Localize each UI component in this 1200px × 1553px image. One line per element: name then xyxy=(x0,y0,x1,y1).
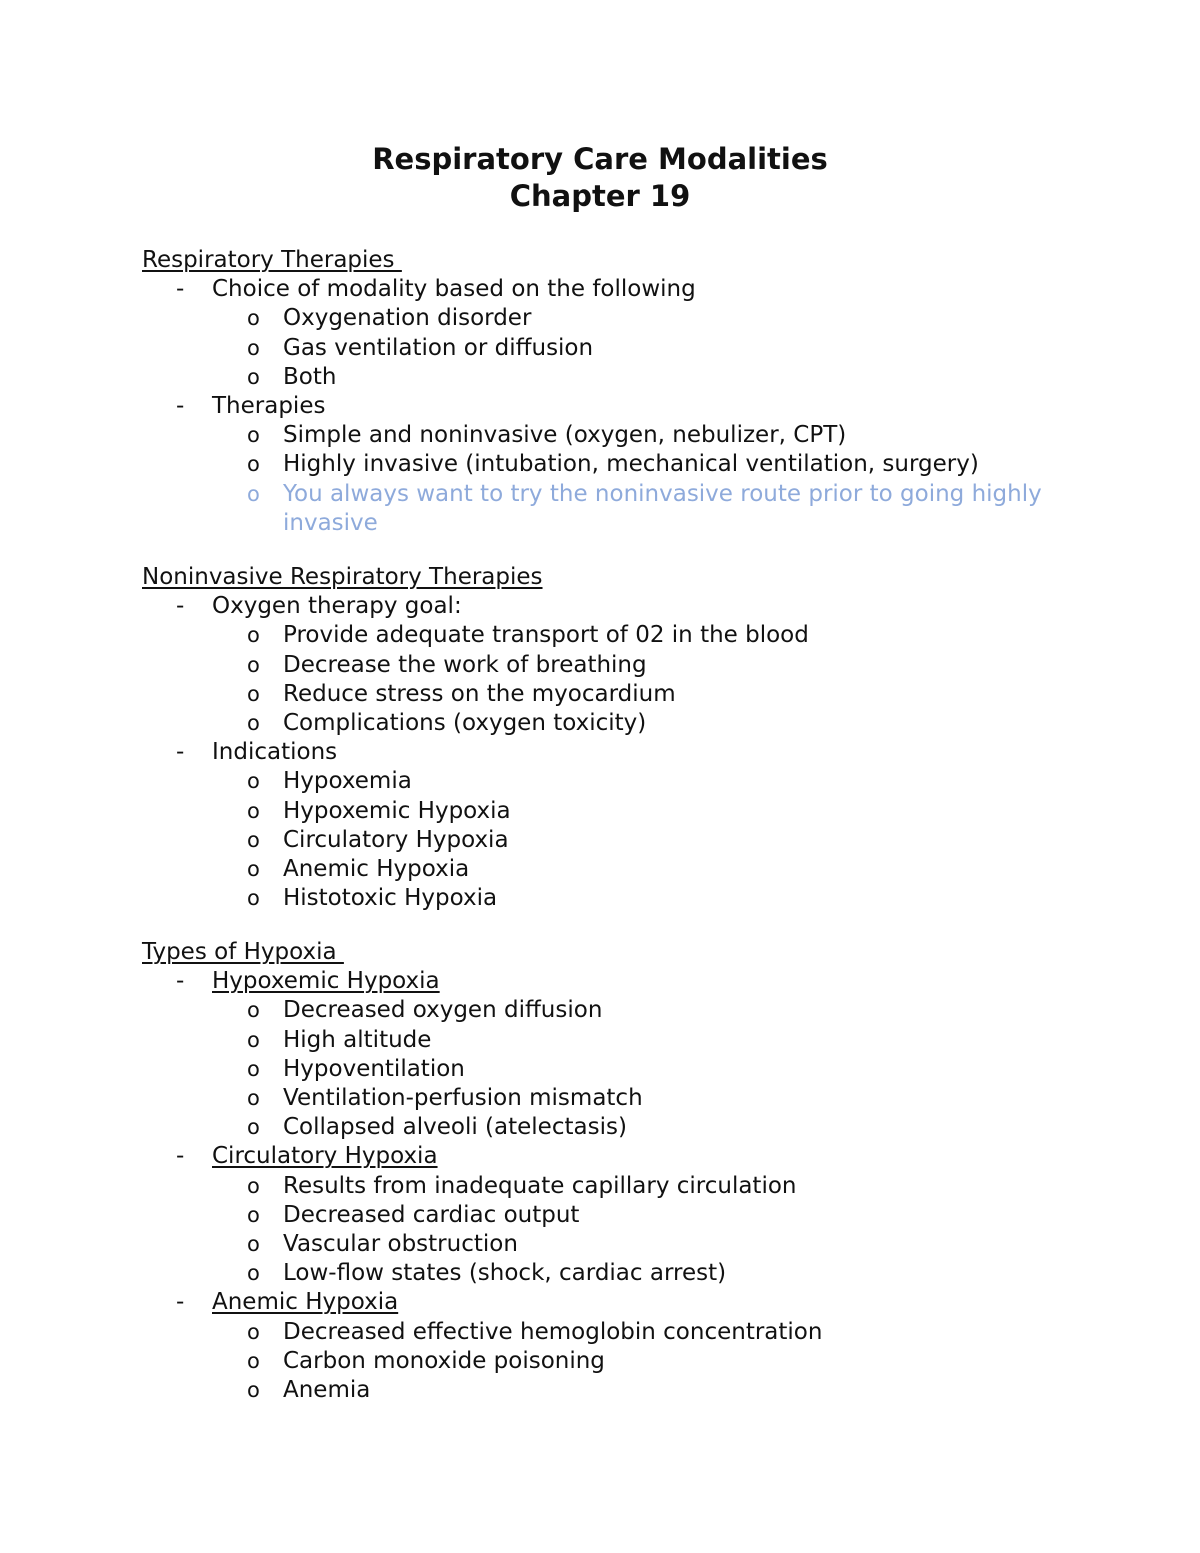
list-item xyxy=(142,1172,1122,1201)
item-text: Therapies xyxy=(212,393,326,420)
chapter-label: Chapter 19 xyxy=(509,179,691,213)
item-text: Both xyxy=(283,363,337,390)
item-text: Collapsed alveoli (atelectasis) xyxy=(283,1114,627,1141)
circle-bullet: o xyxy=(247,1378,260,1403)
list-item xyxy=(142,680,1122,709)
item-text: Hypoxemic Hypoxia xyxy=(283,797,511,824)
list-item xyxy=(142,767,1122,796)
item-text: Decreased oxygen diffusion xyxy=(283,997,603,1024)
circle-bullet: o xyxy=(247,335,260,360)
item-text: Histotoxic Hypoxia xyxy=(283,885,498,912)
item-text: Indications xyxy=(212,739,338,766)
circle-bullet: o xyxy=(247,1056,260,1081)
circle-bullet: o xyxy=(247,998,260,1023)
list-item xyxy=(142,392,1122,421)
item-text: Decreased cardiac output xyxy=(283,1201,580,1228)
dash-bullet: - xyxy=(176,968,185,995)
item-text: Anemic Hypoxia xyxy=(283,856,470,883)
item-text: Vascular obstruction xyxy=(283,1231,518,1258)
dash-bullet: - xyxy=(176,1143,185,1170)
item-text: Results from inadequate capillary circulation xyxy=(283,1172,797,1199)
circle-bullet: o xyxy=(247,1232,260,1257)
circle-bullet: o xyxy=(247,798,260,823)
list-item xyxy=(142,1113,1122,1142)
section-heading: Noninvasive Respiratory Therapies xyxy=(142,564,543,590)
circle-bullet: o xyxy=(247,769,260,794)
dash-bullet: - xyxy=(176,393,185,420)
list-item xyxy=(142,1259,1122,1288)
list-item xyxy=(142,967,1122,996)
item-text: Highly invasive (intubation, mechanical ventilation, surgery) xyxy=(283,451,979,478)
list-item xyxy=(142,275,1122,304)
circle-bullet: o xyxy=(247,623,260,648)
dash-bullet: - xyxy=(176,1289,185,1316)
circle-bullet: o xyxy=(247,481,260,506)
note-text: You always want to try the noninvasive route prior to going highly invasive xyxy=(283,480,1042,536)
list-item xyxy=(142,738,1122,767)
title-block xyxy=(0,141,1200,215)
list-item xyxy=(142,1084,1122,1113)
subheading-text: Anemic Hypoxia xyxy=(212,1289,399,1316)
item-text: Reduce stress on the myocardium xyxy=(283,680,676,707)
item-text: Hypoxemia xyxy=(283,768,412,795)
subheading-text: Circulatory Hypoxia xyxy=(212,1143,438,1170)
item-text: Provide adequate transport of 02 in the blood xyxy=(283,622,809,649)
item-text: Oxygenation disorder xyxy=(283,305,532,332)
list-item xyxy=(142,621,1122,650)
document-title: Respiratory Care Modalities xyxy=(372,142,828,176)
item-text: Circulatory Hypoxia xyxy=(283,826,509,853)
circle-bullet: o xyxy=(247,306,260,331)
list-item xyxy=(142,855,1122,884)
circle-bullet: o xyxy=(247,1173,260,1198)
item-text: Hypoventilation xyxy=(283,1055,465,1082)
list-item xyxy=(142,1055,1122,1084)
circle-bullet: o xyxy=(247,1348,260,1373)
list-item xyxy=(142,1230,1122,1259)
section-types-of-hypoxia xyxy=(142,938,1122,1405)
item-text: Decrease the work of breathing xyxy=(283,651,647,678)
section-respiratory-therapies xyxy=(142,246,1122,538)
item-text: Anemia xyxy=(283,1377,371,1404)
list-item xyxy=(142,421,1122,450)
list-item xyxy=(142,826,1122,855)
list-item xyxy=(142,1318,1122,1347)
circle-bullet: o xyxy=(247,681,260,706)
list-item xyxy=(142,1026,1122,1055)
dash-bullet: - xyxy=(176,739,185,766)
list-item xyxy=(142,1142,1122,1171)
circle-bullet: o xyxy=(247,452,260,477)
list-item xyxy=(142,450,1122,479)
dash-bullet: - xyxy=(176,593,185,620)
circle-bullet: o xyxy=(247,423,260,448)
item-text: Low-flow states (shock, cardiac arrest) xyxy=(283,1260,727,1287)
list-item xyxy=(142,1288,1122,1317)
list-item xyxy=(142,709,1122,738)
section-heading: Respiratory Therapies xyxy=(142,247,402,273)
list-item xyxy=(142,1347,1122,1376)
circle-bullet: o xyxy=(247,652,260,677)
circle-bullet: o xyxy=(247,1027,260,1052)
item-text: High altitude xyxy=(283,1026,432,1053)
item-text: Decreased effective hemoglobin concentration xyxy=(283,1318,823,1345)
circle-bullet: o xyxy=(247,1115,260,1140)
item-text: Gas ventilation or diffusion xyxy=(283,334,594,361)
circle-bullet: o xyxy=(247,827,260,852)
circle-bullet: o xyxy=(247,711,260,736)
list-item xyxy=(142,651,1122,680)
circle-bullet: o xyxy=(247,1319,260,1344)
item-text: Complications (oxygen toxicity) xyxy=(283,710,647,737)
item-text: Ventilation-perfusion mismatch xyxy=(283,1085,643,1112)
list-item xyxy=(142,884,1122,913)
circle-bullet: o xyxy=(247,364,260,389)
list-item xyxy=(142,1376,1122,1405)
item-text: Carbon monoxide poisoning xyxy=(283,1347,605,1374)
list-item xyxy=(142,797,1122,826)
list-item xyxy=(142,363,1122,392)
subheading-text: Hypoxemic Hypoxia xyxy=(212,968,440,995)
list-item xyxy=(142,1201,1122,1230)
item-text: Oxygen therapy goal: xyxy=(212,593,462,620)
circle-bullet: o xyxy=(247,886,260,911)
list-item xyxy=(142,304,1122,333)
circle-bullet: o xyxy=(247,1202,260,1227)
dash-bullet: - xyxy=(176,276,185,303)
circle-bullet: o xyxy=(247,857,260,882)
list-item xyxy=(142,334,1122,363)
item-text: Simple and noninvasive (oxygen, nebulizer, CPT) xyxy=(283,422,847,449)
circle-bullet: o xyxy=(247,1086,260,1111)
item-text: Choice of modality based on the following xyxy=(212,276,696,303)
list-item xyxy=(142,996,1122,1025)
section-heading: Types of Hypoxia xyxy=(142,939,344,965)
circle-bullet: o xyxy=(247,1261,260,1286)
section-noninvasive-therapies xyxy=(142,563,1122,913)
list-item xyxy=(142,592,1122,621)
note-item xyxy=(142,480,1122,538)
